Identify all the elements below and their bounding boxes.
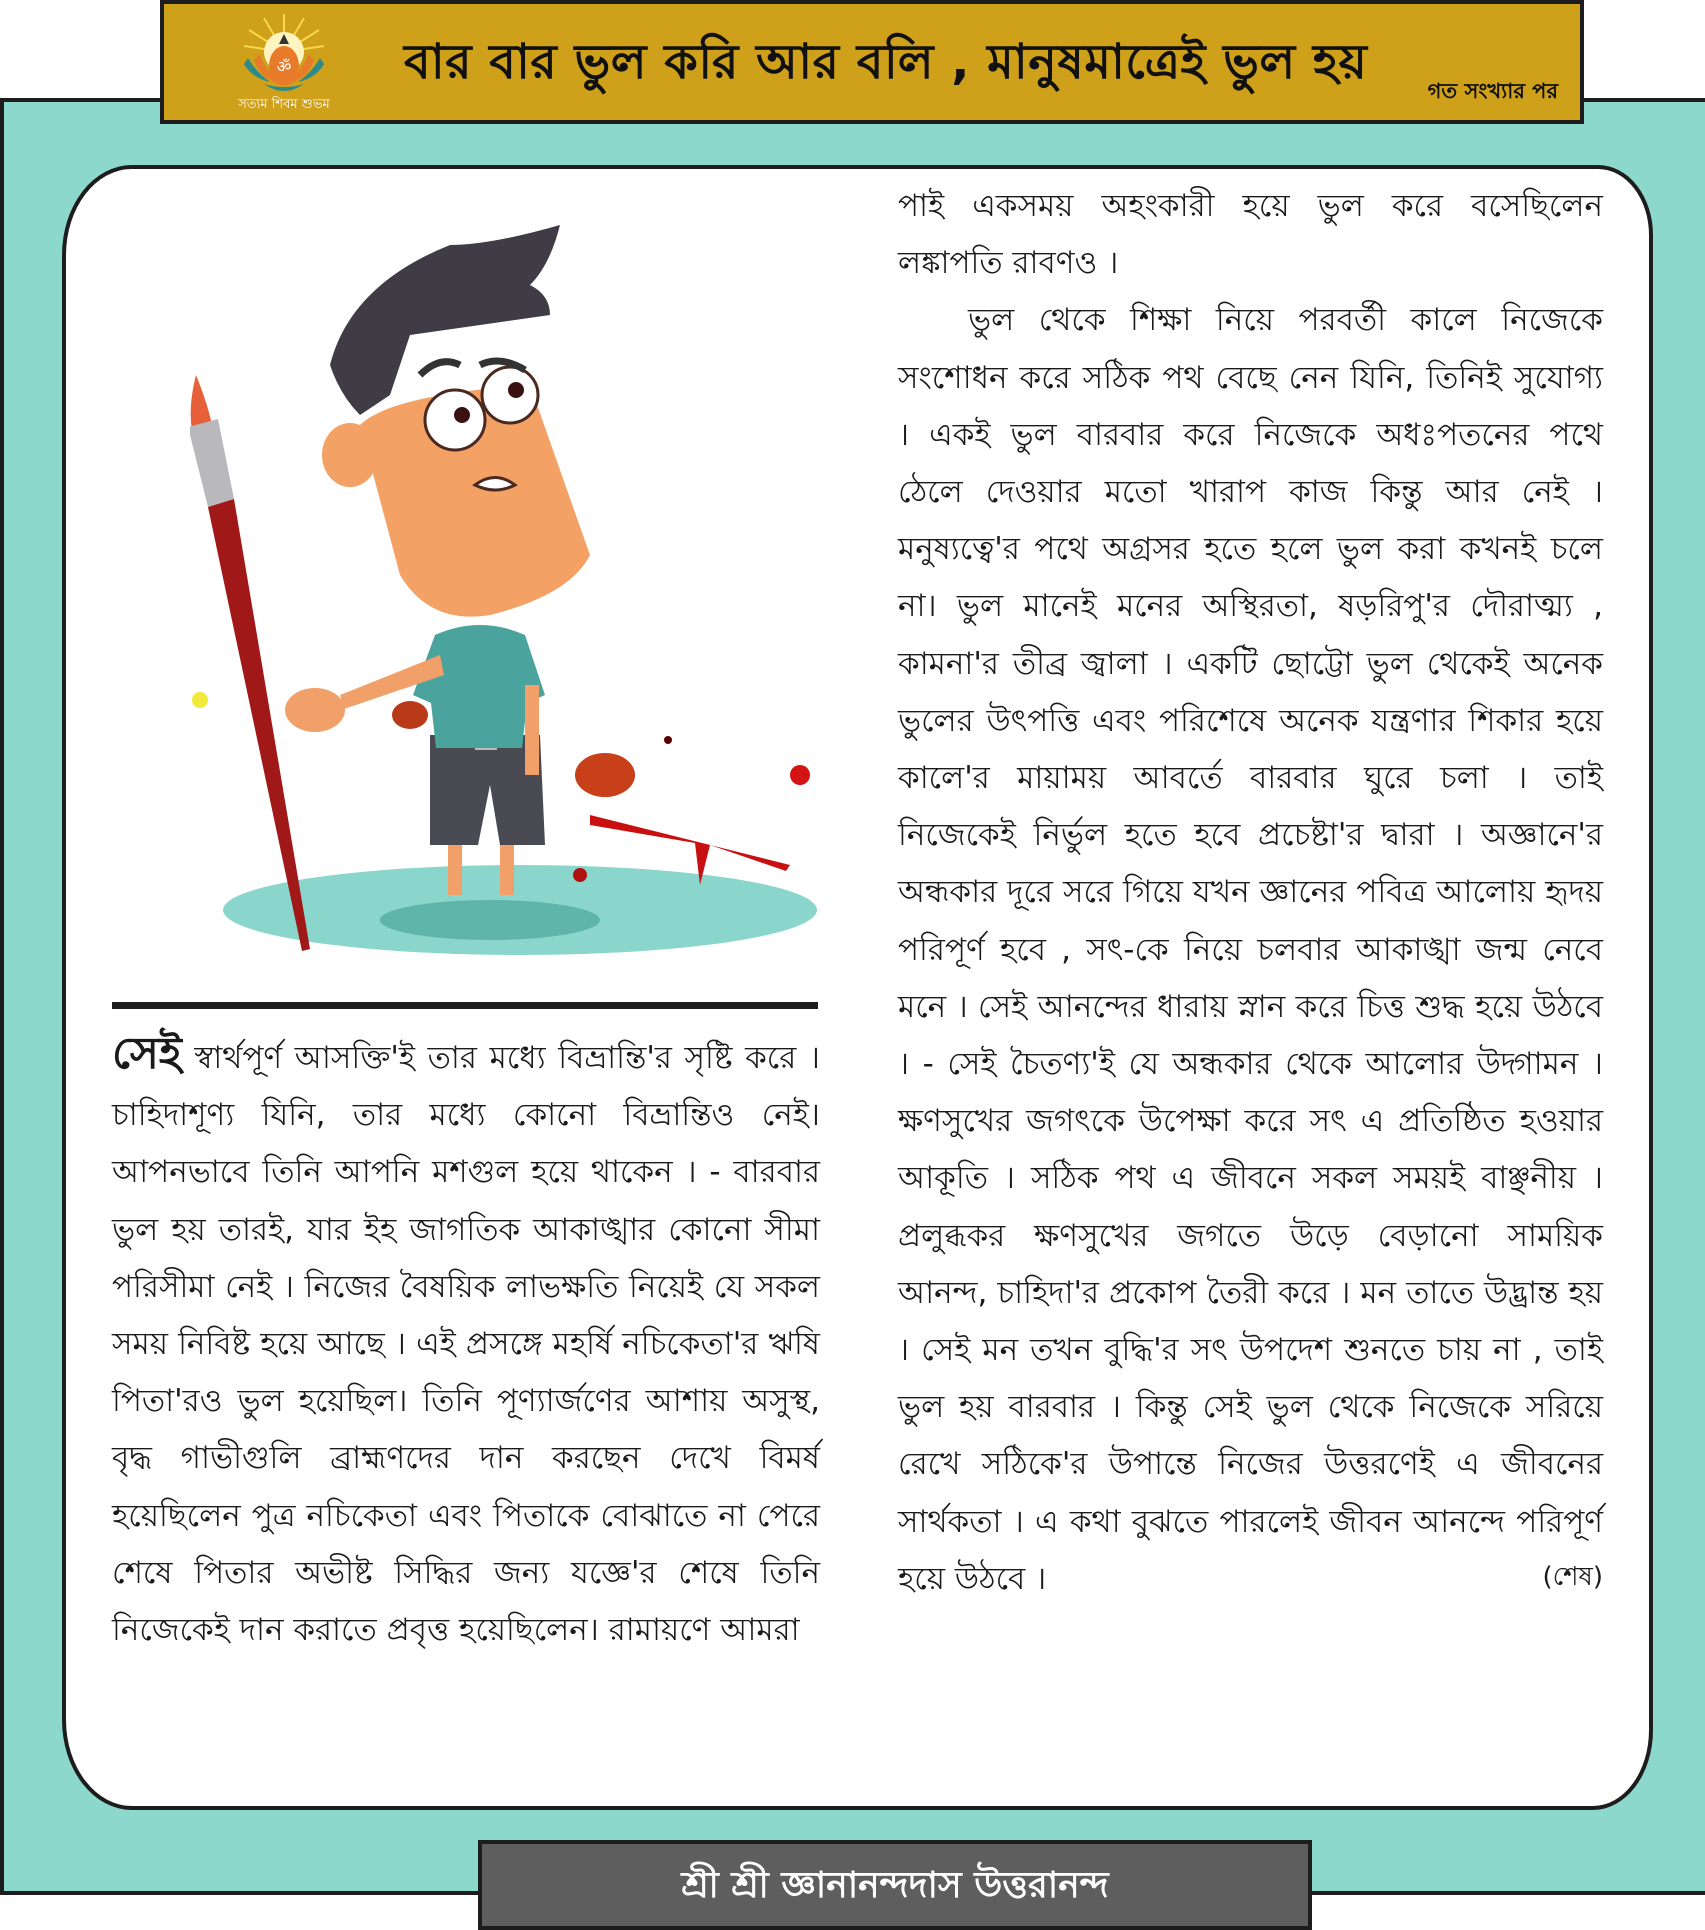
continued-label: গত সংখ্যার পর xyxy=(1427,79,1558,103)
end-mark: (শেষ) xyxy=(1542,1562,1603,1593)
svg-text:ॐ: ॐ xyxy=(276,57,292,76)
worried-boy-illustration-icon xyxy=(190,215,830,955)
right-paragraph-2: ভুল থেকে শিক্ষা নিয়ে পরবর্তী কালে নিজেকে সংশোধন করে সঠিক পথ বেছে নেন যিনি, তিনিই সুযোগ্য । একই ভুল বারবার করে নিজেকে অধঃপতনের পথে ঠেলে দেওয়ার মতো খারাপ কাজ কিন্তু আর নেই । মনুষ্যত্বে'র পথে অগ্রসর হতে হলে ভুল করা কখনই চলে না। ভুল মানেই মনের অস্থিরতা, ষড়রিপু'র দৌরাত্ম্য , কামনা'র তীব্র জ্বালা । একটি ছোট্টো ভুল থেকেই অনেক ভুলের উৎপত্তি এবং পরিশেষে অনেক যন্ত্রণার শিকার হয়ে কালে'র মায়াময় আবর্তে বারবার ঘুরে চলা । তাই নিজেকেই নির্ভুল হতে হবে প্রচেষ্টা'র দ্বারা । অজ্ঞানে'র অন্ধকার দূরে সরে গিয়ে যখন জ্ঞানের পবিত্র আলোয় হৃদয় পরিপূর্ণ হবে , সৎ-কে নিয়ে চলবার আকাঙ্খা জন্ম নেবে মনে । সেই আনন্দের ধারায় স্নান করে চিত্ত শুদ্ধ হয়ে উঠবে । - সেই চৈতণ্য'ই যে অন্ধকার থেকে আলোর উদ্গামন । ক্ষণসুখের জগৎকে উপেক্ষা করে সৎ এ প্রতিষ্ঠিত হওয়ার আকূতি । সঠিক পথ এ জীবনে সকল সময়ই বাঞ্ছনীয় । প্রলুব্ধকর ক্ষণসুখের জগতে উড়ে বেড়ানো সাময়িক আনন্দ, চাহিদা'র প্রকোপ তৈরী করে । মন তাতে উদ্ভ্রান্ত হয় । সেই মন তখন বুদ্ধি'র সৎ উপদেশ শুনতে চায় না , তাই ভুল হয় বারবার । কিন্তু সেই ভুল থেকে নিজেকে সরিয়ে রেখে সঠিকে'র উপান্তে নিজের উত্তরণেই এ জীবনের সার্থকতা । এ কথা বুঝতে পারলেই জীবন আনন্দে পরিপূর্ণ হয়ে উঠবে । xyxy=(898,302,1603,1597)
drop-cap: সেই xyxy=(112,1028,182,1079)
right-text-column xyxy=(898,178,1603,1608)
left-text-column xyxy=(112,1025,820,1659)
section-divider xyxy=(112,1002,818,1009)
logo-caption: সত্যম শিবম শুভম xyxy=(238,97,330,112)
title-banner xyxy=(160,0,1584,124)
article-title: বার বার ভুল করি আর বলি , মানুষমাত্রেই ভুল হয় xyxy=(404,34,1368,90)
author-footer xyxy=(478,1840,1312,1930)
left-paragraph xyxy=(112,1025,820,1659)
om-lotus-logo-icon xyxy=(224,12,344,116)
author-name: শ্রী শ্রী জ্ঞানানন্দদাস উত্তরানন্দ xyxy=(681,1865,1109,1906)
left-paragraph-text: স্বার্থপূর্ণ আসক্তি'ই তার মধ্যে বিভ্রান্তি'র সৃষ্টি করে । চাহিদাশূণ্য যিনি, তার মধ্যে কোনো বিভ্রান্তিও নেই। আপনভাবে তিনি আপনি মশগুল হয়ে থাকেন । - বারবার ভুল হয় তারই, যার ইহ জাগতিক আকাঙ্খার কোনো সীমা পরিসীমা নেই । নিজের বৈষয়িক লাভক্ষতি নিয়েই যে সকল সময় নিবিষ্ট হয়ে আছে । এই প্রসঙ্গে মহর্ষি নচিকেতা'র ঋষি পিতা'রও ভুল হয়েছিল। তিনি পূণ্যার্জণের আশায় অসুস্থ, বৃদ্ধ গাভীগুলি ব্রাহ্মণদের দান করছেন দেখে বিমর্ষ হয়েছিলেন পুত্র নচিকেতা এবং পিতাকে বোঝাতে না পেরে শেষে পিতার অভীষ্ট সিদ্ধির জন্য যজ্ঞে'র শেষে তিনি নিজেকেই দান করাতে প্রবৃত্ত হয়েছিলেন। রামায়ণে আমরা xyxy=(112,1040,820,1649)
right-paragraph-1: পাই একসময় অহংকারী হয়ে ভুল করে বসেছিলেন লঙ্কাপতি রাবণও । xyxy=(898,188,1603,282)
